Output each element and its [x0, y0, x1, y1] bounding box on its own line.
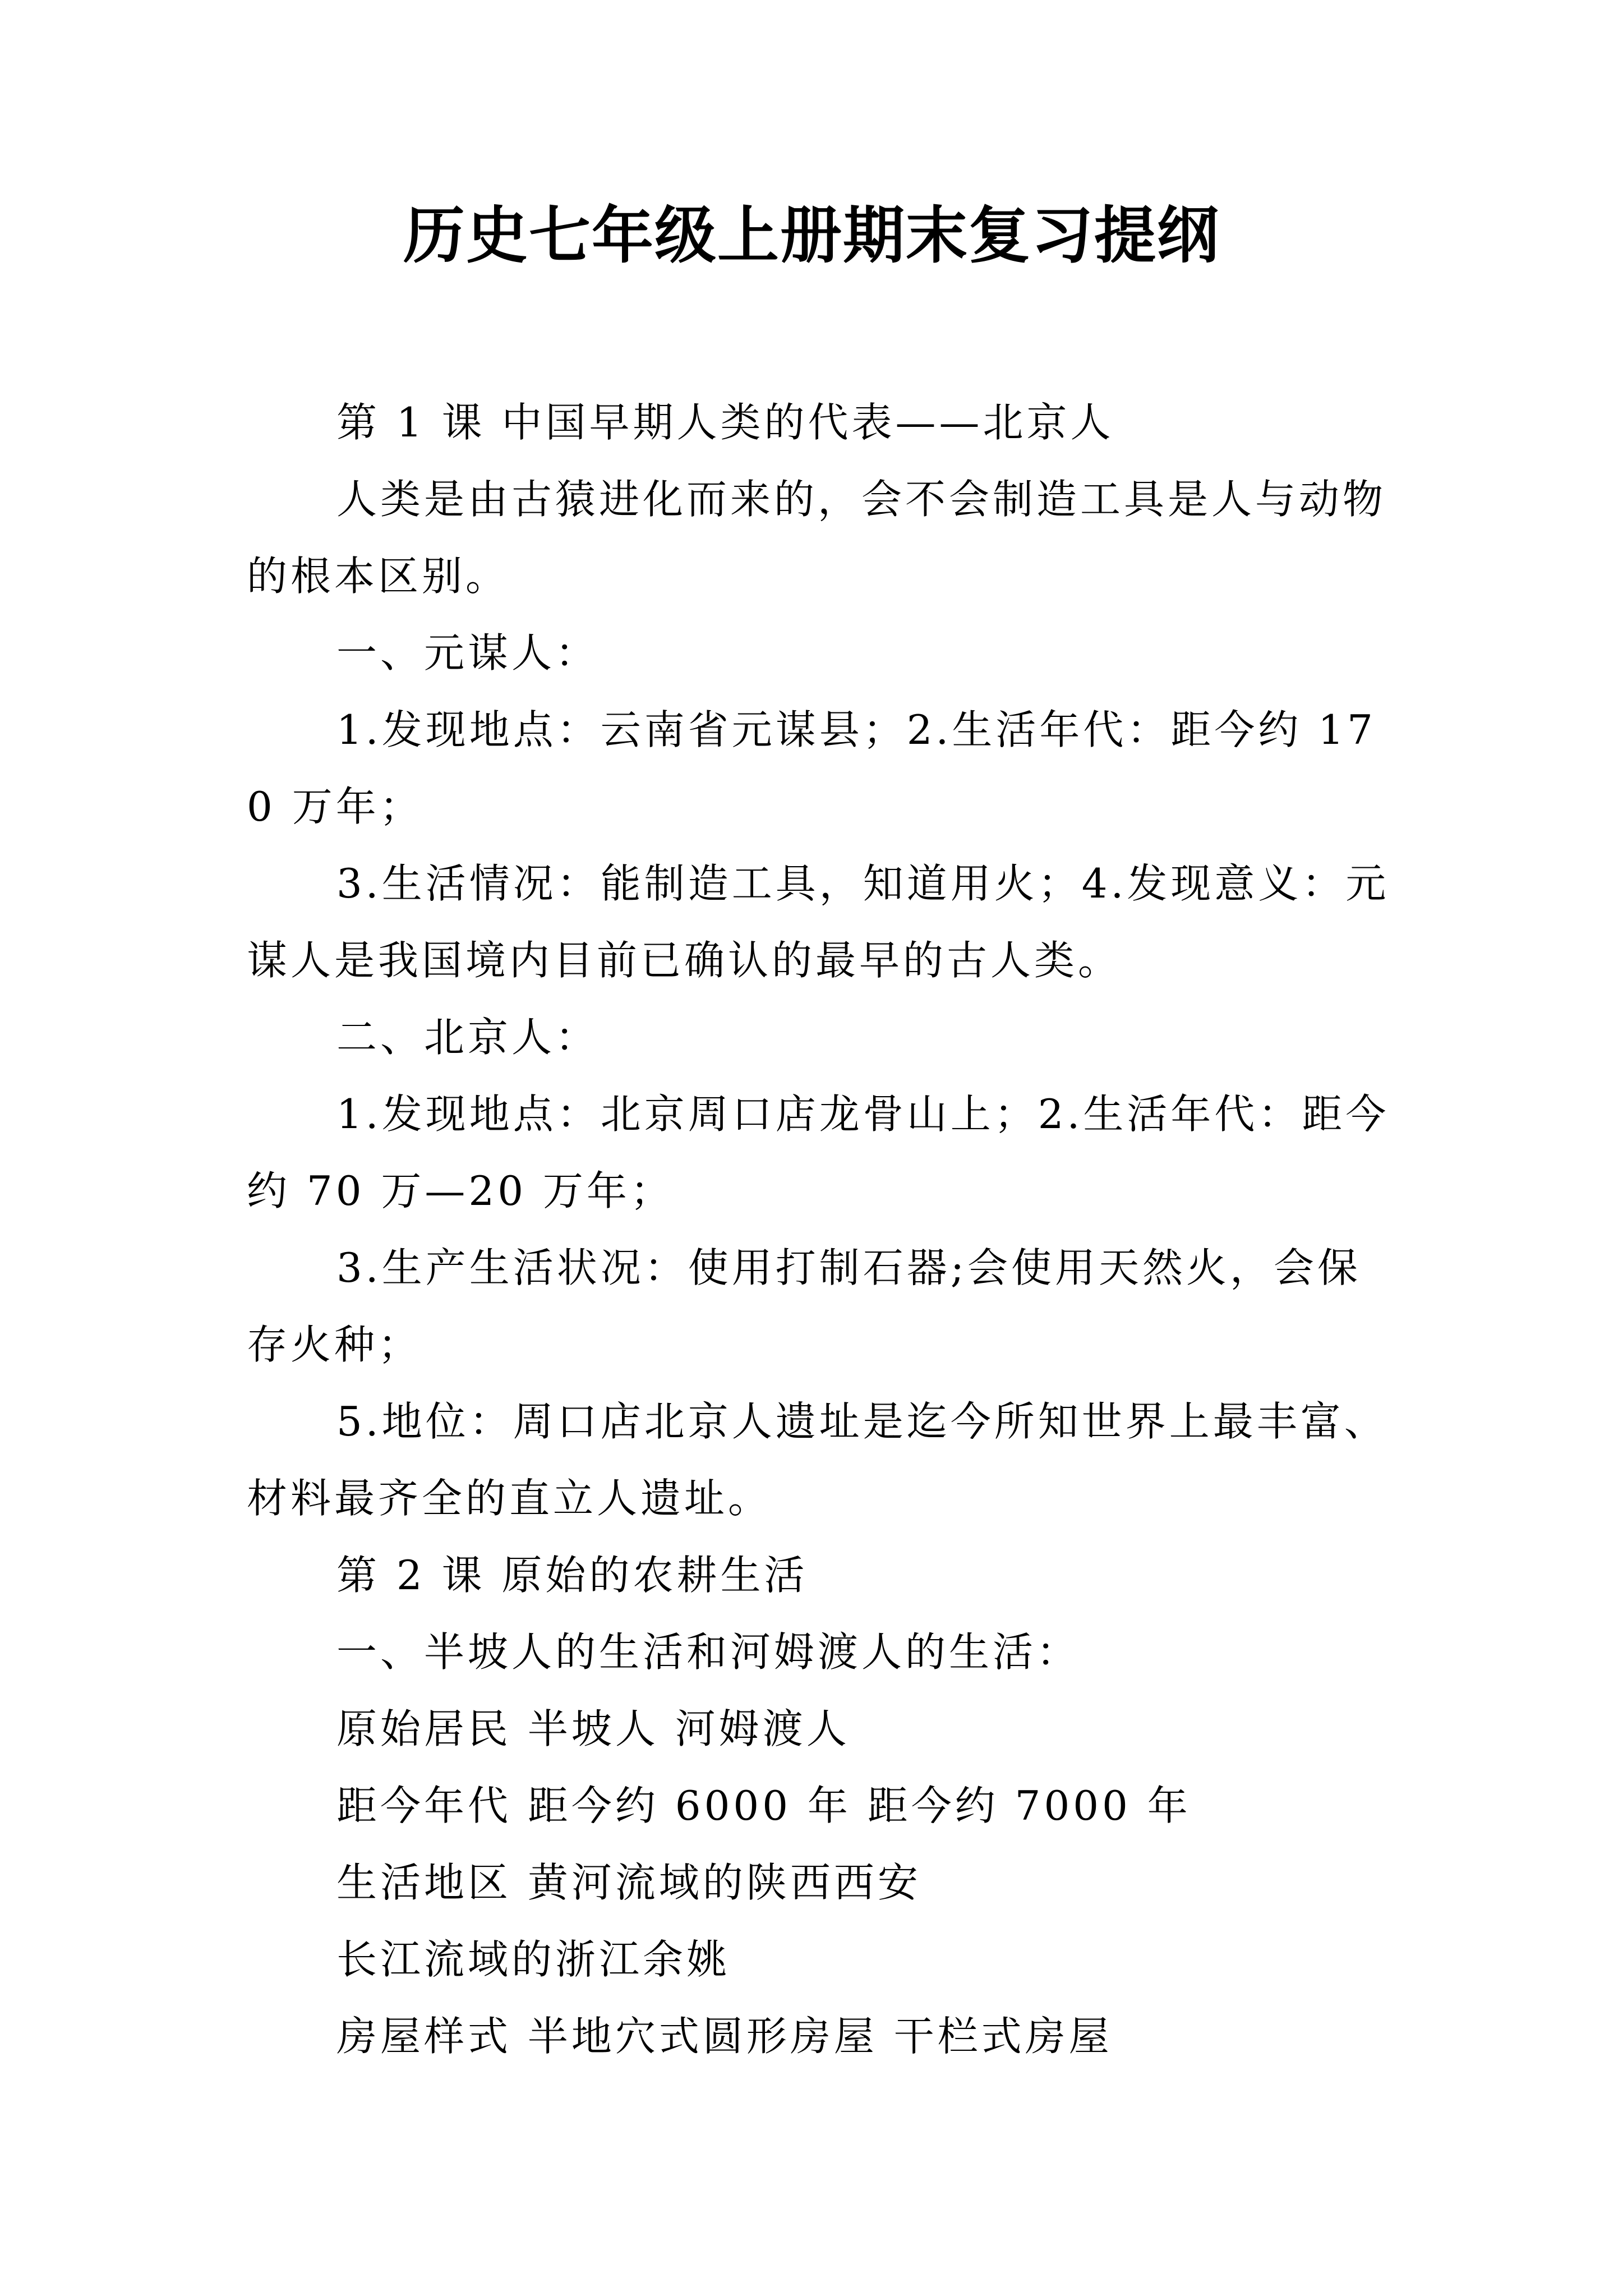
- section-heading-beijing: 二、北京人：: [336, 1014, 600, 1061]
- table-line: 长江流域的浙江余姚: [336, 1936, 731, 1983]
- paragraph: 3.生产生活状况：使用打制石器;会使用天然火，会保存火种；: [247, 1244, 1361, 1368]
- table-line: 房屋样式 半地穴式圆形房屋 干栏式房屋: [336, 2013, 1113, 2060]
- paragraph: 人类是由古猿进化而来的，会不会制造工具是人与动物的根本区别。: [247, 476, 1387, 600]
- paragraph: 5.地位：周口店北京人遗址是迄今所知世界上最丰富、材料最齐全的直立人遗址。: [247, 1398, 1388, 1522]
- document-title: 历史七年级上册期末复习提纲: [403, 199, 1220, 272]
- table-line: 生活地区 黄河流域的陕西西安: [336, 1859, 921, 1906]
- document-body: [247, 384, 1399, 2075]
- lesson-1-heading: 第 1 课 中国早期人类的代表——北京人: [336, 399, 1114, 446]
- section-heading-banpo-hemudu: 一、半坡人的生活和河姆渡人的生活：: [336, 1628, 1081, 1676]
- section-heading-yuanmou: 一、元谋人：: [336, 629, 600, 677]
- table-line: 原始居民 半坡人 河姆渡人: [336, 1705, 850, 1752]
- table-line: 距今年代 距今约 6000 年 距今约 7000 年: [336, 1782, 1191, 1829]
- paragraph: 1.发现地点：北京周口店龙骨山上；2.生活年代：距今约 70 万—20 万年；: [247, 1091, 1390, 1214]
- paragraph: 1.发现地点：云南省元谋县；2.生活年代：距今约 170 万年；: [247, 706, 1376, 830]
- paragraph: 3.生活情况：能制造工具，知道用火；4.发现意义：元谋人是我国境内目前已确认的最早的古人类。: [247, 860, 1390, 984]
- lesson-2-heading: 第 2 课 原始的农耕生活: [336, 1552, 808, 1599]
